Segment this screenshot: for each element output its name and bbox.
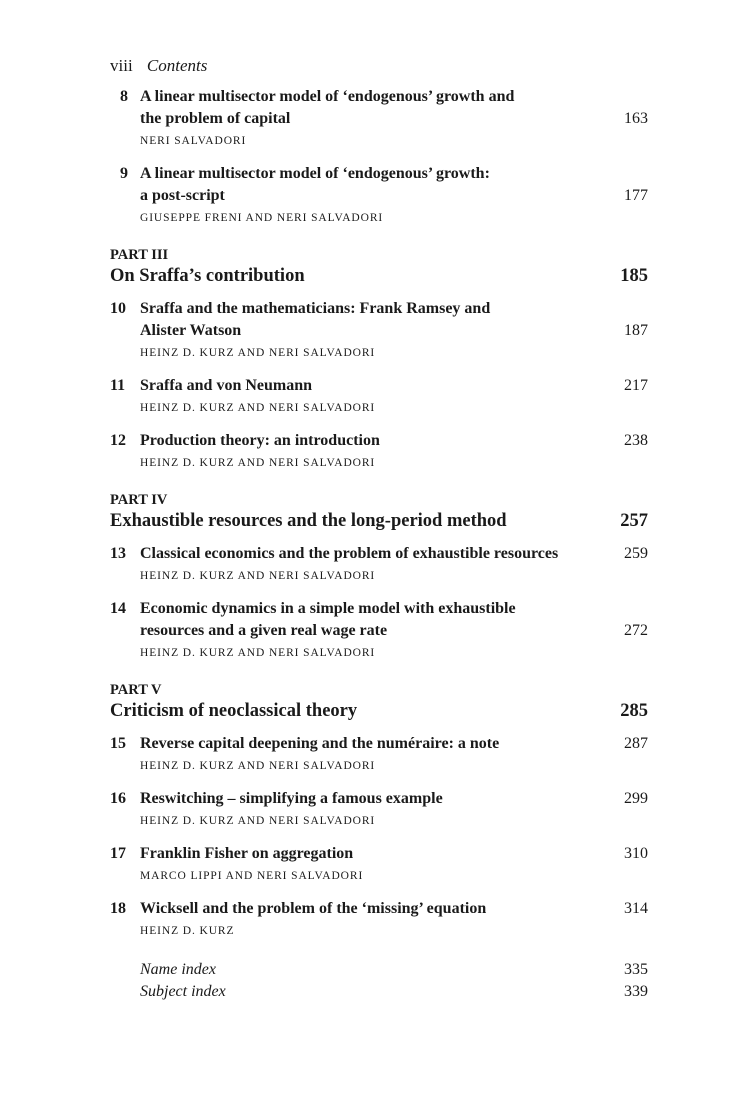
chapter-title-line: A linear multisector model of ‘endogenous’ growth and <box>140 88 515 105</box>
part-label: PART IV <box>110 492 168 508</box>
part-label: PART V <box>110 682 162 698</box>
chapter-page-number: 238 <box>624 432 648 449</box>
toc-chapter-17[interactable] <box>110 843 650 886</box>
chapter-authors: HEINZ D. KURZ AND NERI SALVADORI <box>140 647 376 659</box>
chapter-title-line: Reverse capital deepening and the numéraire: a note <box>140 735 500 752</box>
toc-chapter-9[interactable] <box>110 163 650 228</box>
chapter-authors: NERI SALVADORI <box>140 135 247 147</box>
index-list <box>110 959 650 1003</box>
chapter-page-number: 187 <box>624 322 648 339</box>
chapter-number: 17 <box>110 845 126 862</box>
toc-part-3[interactable] <box>110 246 650 288</box>
chapter-number: 10 <box>110 300 126 317</box>
chapter-title-line: resources and a given real wage rate <box>140 622 388 639</box>
part-title: Criticism of neoclassical theory <box>110 701 358 721</box>
part-label: PART III <box>110 247 169 263</box>
toc-chapter-12[interactable] <box>110 430 650 473</box>
chapter-title-line: Classical economics and the problem of exhaustible resources <box>140 545 559 562</box>
chapter-title-line: A linear multisector model of ‘endogenous’ growth: <box>140 165 490 182</box>
toc-chapter-14[interactable] <box>110 598 650 663</box>
part-page-number: 257 <box>620 511 648 531</box>
chapter-number: 15 <box>110 735 126 752</box>
chapter-title-line: Production theory: an introduction <box>140 432 380 449</box>
chapter-page-number: 287 <box>624 735 648 752</box>
chapter-title-line: a post-script <box>140 187 225 204</box>
chapter-authors: HEINZ D. KURZ AND NERI SALVADORI <box>140 570 376 582</box>
chapter-authors: MARCO LIPPI AND NERI SALVADORI <box>140 870 364 882</box>
chapter-number: 14 <box>110 600 126 617</box>
chapter-authors: HEINZ D. KURZ AND NERI SALVADORI <box>140 760 376 772</box>
chapter-title-line: Alister Watson <box>140 322 242 339</box>
chapter-title-line: Economic dynamics in a simple model with exhaustible <box>140 600 516 617</box>
part-page-number: 285 <box>620 701 648 721</box>
toc-chapter-8[interactable] <box>110 86 650 151</box>
chapter-title <box>140 298 590 342</box>
chapter-number: 18 <box>110 900 126 917</box>
page-folio: viii <box>110 56 133 75</box>
chapter-title <box>140 430 590 452</box>
chapter-number: 8 <box>120 88 128 105</box>
chapter-title <box>140 543 590 565</box>
chapter-page-number: 314 <box>624 900 648 917</box>
chapter-title-line: the problem of capital <box>140 110 291 127</box>
toc-chapter-13[interactable] <box>110 543 650 586</box>
chapter-authors: GIUSEPPE FRENI AND NERI SALVADORI <box>140 212 384 224</box>
index-label: Name index <box>140 961 216 978</box>
toc-chapter-15[interactable] <box>110 733 650 776</box>
chapter-title-line: Sraffa and von Neumann <box>140 377 313 394</box>
chapter-number: 13 <box>110 545 126 562</box>
chapter-title <box>140 86 590 130</box>
part-title: Exhaustible resources and the long-period method <box>110 511 507 531</box>
part-page-number: 185 <box>620 266 648 286</box>
chapter-title <box>140 733 590 755</box>
chapter-title <box>140 598 590 642</box>
chapter-page-number: 177 <box>624 187 648 204</box>
chapter-number: 11 <box>110 377 126 394</box>
chapter-number: 16 <box>110 790 126 807</box>
chapter-number: 12 <box>110 432 126 449</box>
toc-part-5[interactable] <box>110 681 650 723</box>
toc-chapter-18[interactable] <box>110 898 650 941</box>
chapter-title <box>140 163 590 207</box>
running-head <box>110 56 207 76</box>
chapter-title-line: Reswitching – simplifying a famous example <box>140 790 443 807</box>
chapter-title-line: Franklin Fisher on aggregation <box>140 845 354 862</box>
chapter-authors: HEINZ D. KURZ AND NERI SALVADORI <box>140 457 376 469</box>
toc-subject-index[interactable] <box>140 981 650 1003</box>
chapter-page-number: 310 <box>624 845 648 862</box>
chapter-page-number: 272 <box>624 622 648 639</box>
chapter-authors: HEINZ D. KURZ AND NERI SALVADORI <box>140 347 376 359</box>
chapter-authors: HEINZ D. KURZ <box>140 925 235 937</box>
chapter-page-number: 217 <box>624 377 648 394</box>
toc-chapter-10[interactable] <box>110 298 650 363</box>
index-page-number: 339 <box>624 983 648 1000</box>
toc-chapter-16[interactable] <box>110 788 650 831</box>
table-of-contents <box>110 86 650 1003</box>
chapter-title <box>140 843 590 865</box>
chapter-title <box>140 788 590 810</box>
running-head-title: Contents <box>146 56 208 75</box>
chapter-title <box>140 375 590 397</box>
toc-part-4[interactable] <box>110 491 650 533</box>
toc-name-index[interactable] <box>140 959 650 981</box>
part-title: On Sraffa’s contribution <box>110 266 305 286</box>
chapter-authors: HEINZ D. KURZ AND NERI SALVADORI <box>140 402 376 414</box>
chapter-page-number: 259 <box>624 545 648 562</box>
chapter-title <box>140 898 590 920</box>
index-page-number: 335 <box>624 961 648 978</box>
chapter-authors: HEINZ D. KURZ AND NERI SALVADORI <box>140 815 376 827</box>
chapter-title-line: Sraffa and the mathematicians: Frank Ramsey and <box>140 300 491 317</box>
chapter-page-number: 163 <box>624 110 648 127</box>
chapter-title-line: Wicksell and the problem of the ‘missing’ equation <box>140 900 487 917</box>
toc-chapter-11[interactable] <box>110 375 650 418</box>
chapter-page-number: 299 <box>624 790 648 807</box>
index-label: Subject index <box>140 983 226 1000</box>
chapter-number: 9 <box>120 165 128 182</box>
